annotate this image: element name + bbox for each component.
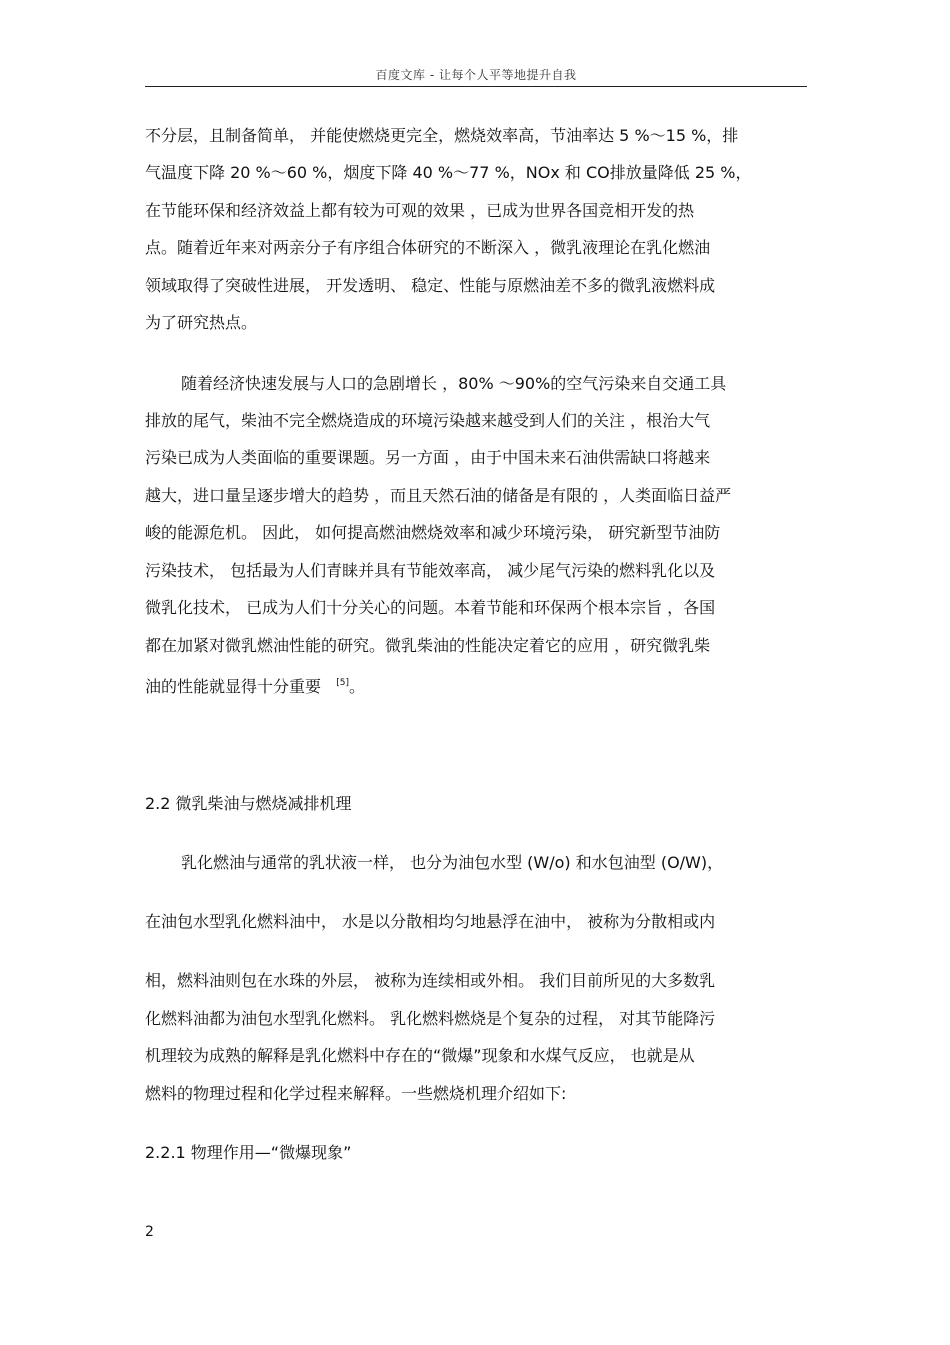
paragraph-line: 为了研究热点。 <box>145 313 258 332</box>
paragraph-line: 燃料的物理过程和化学过程来解释。一些燃烧机理介绍如下: <box>145 1084 567 1103</box>
paragraph-line: 点。随着近年来对两亲分子有序组合体研究的不断深入 ，微乳液理论在乳化燃油 <box>145 238 711 257</box>
paragraph-line: 气温度下降 20 %～60 %，烟度下降 40 %～77 %，NOx 和 CO排放量降低 25 %， <box>145 163 752 182</box>
page-number: 2 <box>145 1224 154 1240</box>
paragraph-line: 化燃料油都为油包水型乳化燃料。 乳化燃料燃烧是个复杂的过程， 对其节能降污 <box>145 1009 716 1028</box>
subsection-heading: 2.2.1 物理作用—“微爆现象” <box>145 1143 352 1162</box>
paragraph-line: 相，燃料油则包在水珠的外层， 被称为连续相或外相。 我们目前所见的大多数乳 <box>145 971 716 990</box>
paragraph-line: 领域取得了突破性进展， 开发透明、 稳定、性能与原燃油差不多的微乳液燃料成 <box>145 276 716 295</box>
paragraph-text: 油的性能就显得十分重要 <box>145 677 322 696</box>
paragraph-line: 排放的尾气，柴油不完全燃烧造成的环境污染越来越受到人们的关注 ，根治大气 <box>145 411 711 430</box>
paragraph-line: 不分层，且制备简单， 并能使燃烧更完全，燃烧效率高，节油率达 5 %～15 %，排 <box>145 126 739 145</box>
citation-ref: [5] <box>336 678 350 688</box>
paragraph-line: 都在加紧对微乳燃油性能的研究。微乳柴油的性能决定着它的应用 ，研究微乳柴 <box>145 636 711 655</box>
paragraph-line: 污染技术， 包括最为人们青睐并具有节能效率高， 减少尾气污染的燃料乳化以及 <box>145 561 716 580</box>
paragraph-line: 峻的能源危机。 因此， 如何提高燃油燃烧效率和减少环境污染， 研究新型节油防 <box>145 523 721 542</box>
paragraph-line: 乳化燃油与通常的乳状液一样， 也分为油包水型 (W/o) 和水包油型 (O/W)， <box>181 853 724 872</box>
paragraph-line: 污染已成为人类面临的重要课题。另一方面 ，由于中国未来石油供需缺口将越来 <box>145 448 711 467</box>
paragraph-line: 在油包水型乳化燃料油中， 水是以分散相均匀地悬浮在油中， 被称为分散相或内 <box>145 912 716 931</box>
header-rule <box>145 86 807 87</box>
paragraph-line: 在节能环保和经济效益上都有较为可观的效果 ，已成为世界各国竞相开发的热 <box>145 201 695 220</box>
paragraph-line <box>145 673 365 697</box>
paragraph-line: 微乳化技术， 已成为人们十分关心的问题。本着节能和环保两个根本宗旨 ，各国 <box>145 598 716 617</box>
paragraph-line: 越大，进口量呈逐步增大的趋势 ，而且天然石油的储备是有限的 ，人类面临日益严 <box>145 486 732 505</box>
page-header: 百度文库 - 让每个人平等地提升自我 <box>375 68 577 82</box>
paragraph-line: 机理较为成熟的解释是乳化燃料中存在的“微爆”现象和水煤气反应， 也就是从 <box>145 1046 695 1065</box>
section-heading: 2.2 微乳柴油与燃烧减排机理 <box>145 794 352 813</box>
paragraph-text: 。 <box>349 677 366 696</box>
paragraph-line: 随着经济快速发展与人口的急剧增长 ，80% ～90%的空气污染来自交通工具 <box>181 374 727 393</box>
